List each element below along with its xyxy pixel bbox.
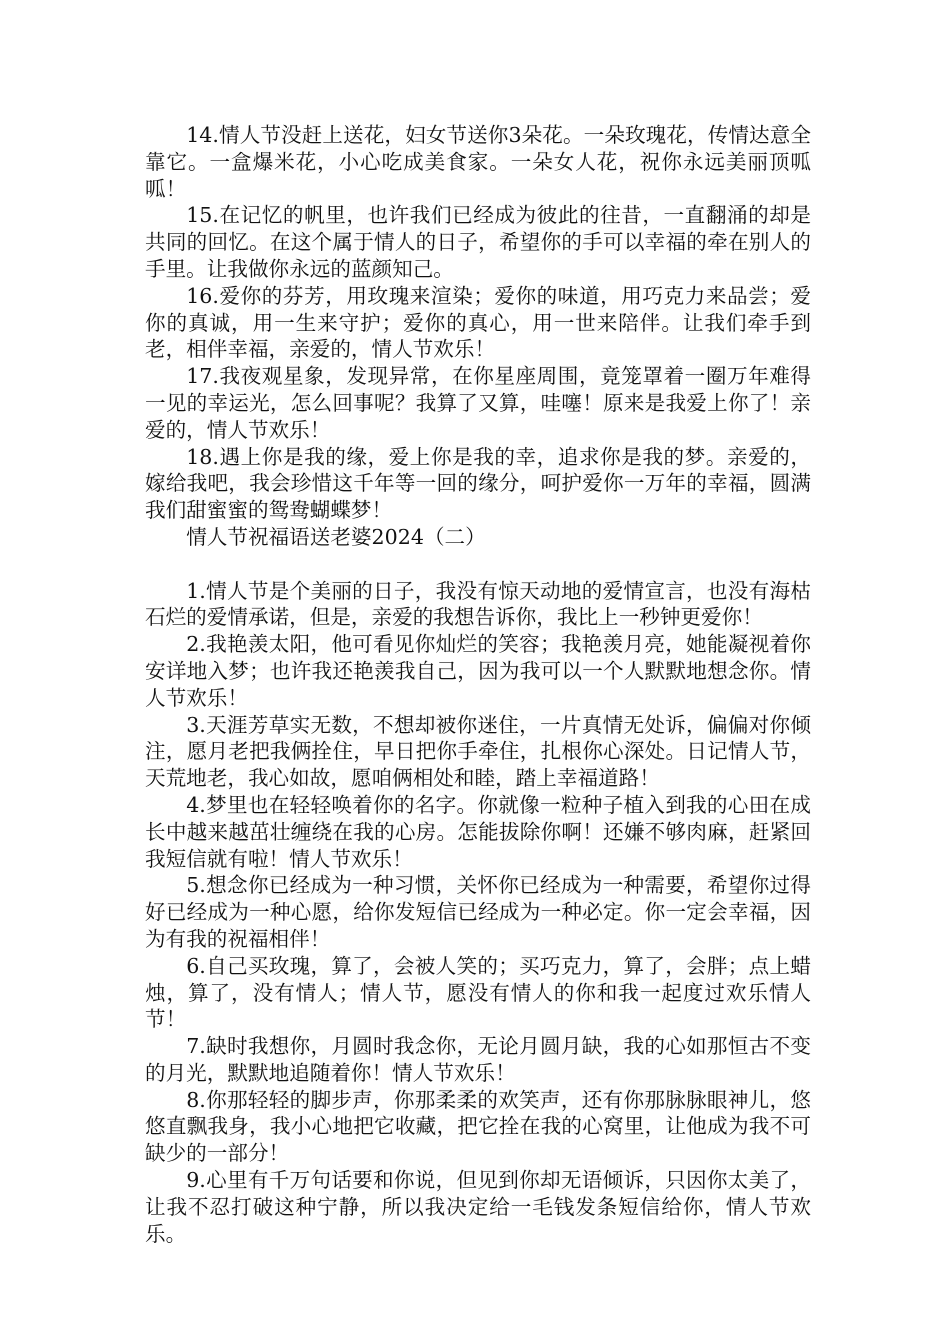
blank-line	[145, 551, 811, 578]
paragraph-17: 17.我夜观星象，发现异常，在你星座周围，竟笼罩着一圈万年难得一见的幸运光，怎么回事呢？我算了又算，哇噻！原来是我爱上你了！亲爱的，情人节欢乐！	[145, 364, 811, 442]
paragraph-5: 5.想念你已经成为一种习惯，关怀你已经成为一种需要，希望你过得好已经成为一种心愿，给你发短信已经成为一种必定。你一定会幸福，因为有我的祝福相伴！	[145, 873, 811, 951]
paragraph-2: 2.我艳羡太阳，他可看见你灿烂的笑容；我艳羡月亮，她能凝视着你安详地入梦；也许我还艳羡我自己，因为我可以一个人默默地想念你。情人节欢乐！	[145, 632, 811, 710]
paragraph-9: 9.心里有千万句话要和你说，但见到你却无语倾诉，只因你太美了，让我不忍打破这种宁静，所以我决定给一毛钱发条短信给你，情人节欢乐。	[145, 1168, 811, 1246]
paragraph-15: 15.在记忆的帆里，也许我们已经成为彼此的往昔，一直翻涌的却是共同的回忆。在这个属于情人的日子，希望你的手可以幸福的牵在别人的手里。让我做你永远的蓝颜知己。	[145, 203, 811, 281]
paragraph-3: 3.天涯芳草实无数，不想却被你迷住，一片真情无处诉，偏偏对你倾注，愿月老把我俩拴住，早日把你手牵住，扎根你心深处。日记情人节，天荒地老，我心如故，愿咱俩相处和睦，踏上幸福道路！	[145, 712, 811, 791]
paragraph-6: 6.自己买玫瑰，算了，会被人笑的；买巧克力，算了，会胖；点上蜡烛，算了，没有情人；情人节，愿没有情人的你和我一起度过欢乐情人节！	[145, 953, 811, 1032]
paragraph-1: 1.情人节是个美丽的日子，我没有惊天动地的爱情宣言，也没有海枯石烂的爱情承诺，但是，亲爱的我想告诉你，我比上一秒钟更爱你！	[145, 578, 811, 630]
paragraph-16: 16.爱你的芬芳，用玫瑰来渲染；爱你的味道，用巧克力来品尝；爱你的真诚，用一生来守护；爱你的真心，用一世来陪伴。让我们牵手到老，相伴幸福，亲爱的，情人节欢乐！	[145, 283, 811, 362]
paragraph-7: 7.缺时我想你，月圆时我念你，无论月圆月缺，我的心如那恒古不变的月光，默默地追随着你！情人节欢乐！	[145, 1034, 811, 1085]
paragraph-4: 4.梦里也在轻轻唤着你的名字。你就像一粒种子植入到我的心田在成长中越来越茁壮缠绕在我的心房。怎能拔除你啊！还嫌不够肉麻，赶紧回我短信就有啦！情人节欢乐！	[145, 792, 811, 871]
paragraph-18: 18.遇上你是我的缘，爱上你是我的幸，追求你是我的梦。亲爱的，嫁给我吧，我会珍惜这千年等一回的缘分，呵护爱你一万年的幸福，圆满我们甜蜜蜜的鸳鸯蝴蝶梦！	[145, 444, 811, 523]
paragraph-14: 14.情人节没赶上送花，妇女节送你3朵花。一朵玫瑰花，传情达意全靠它。一盒爆米花，小心吃成美食家。一朵女人花，祝你永远美丽顶呱呱！	[145, 123, 811, 201]
paragraph-8: 8.你那轻轻的脚步声，你那柔柔的欢笑声，还有你那脉脉眼神儿，悠悠直飘我身，我小心地把它收藏，把它拴在我的心窝里，让他成为我不可缺少的一部分！	[145, 1087, 811, 1166]
section-heading: 情人节祝福语送老婆2024（二）	[186, 524, 486, 549]
document-body	[145, 122, 811, 1247]
